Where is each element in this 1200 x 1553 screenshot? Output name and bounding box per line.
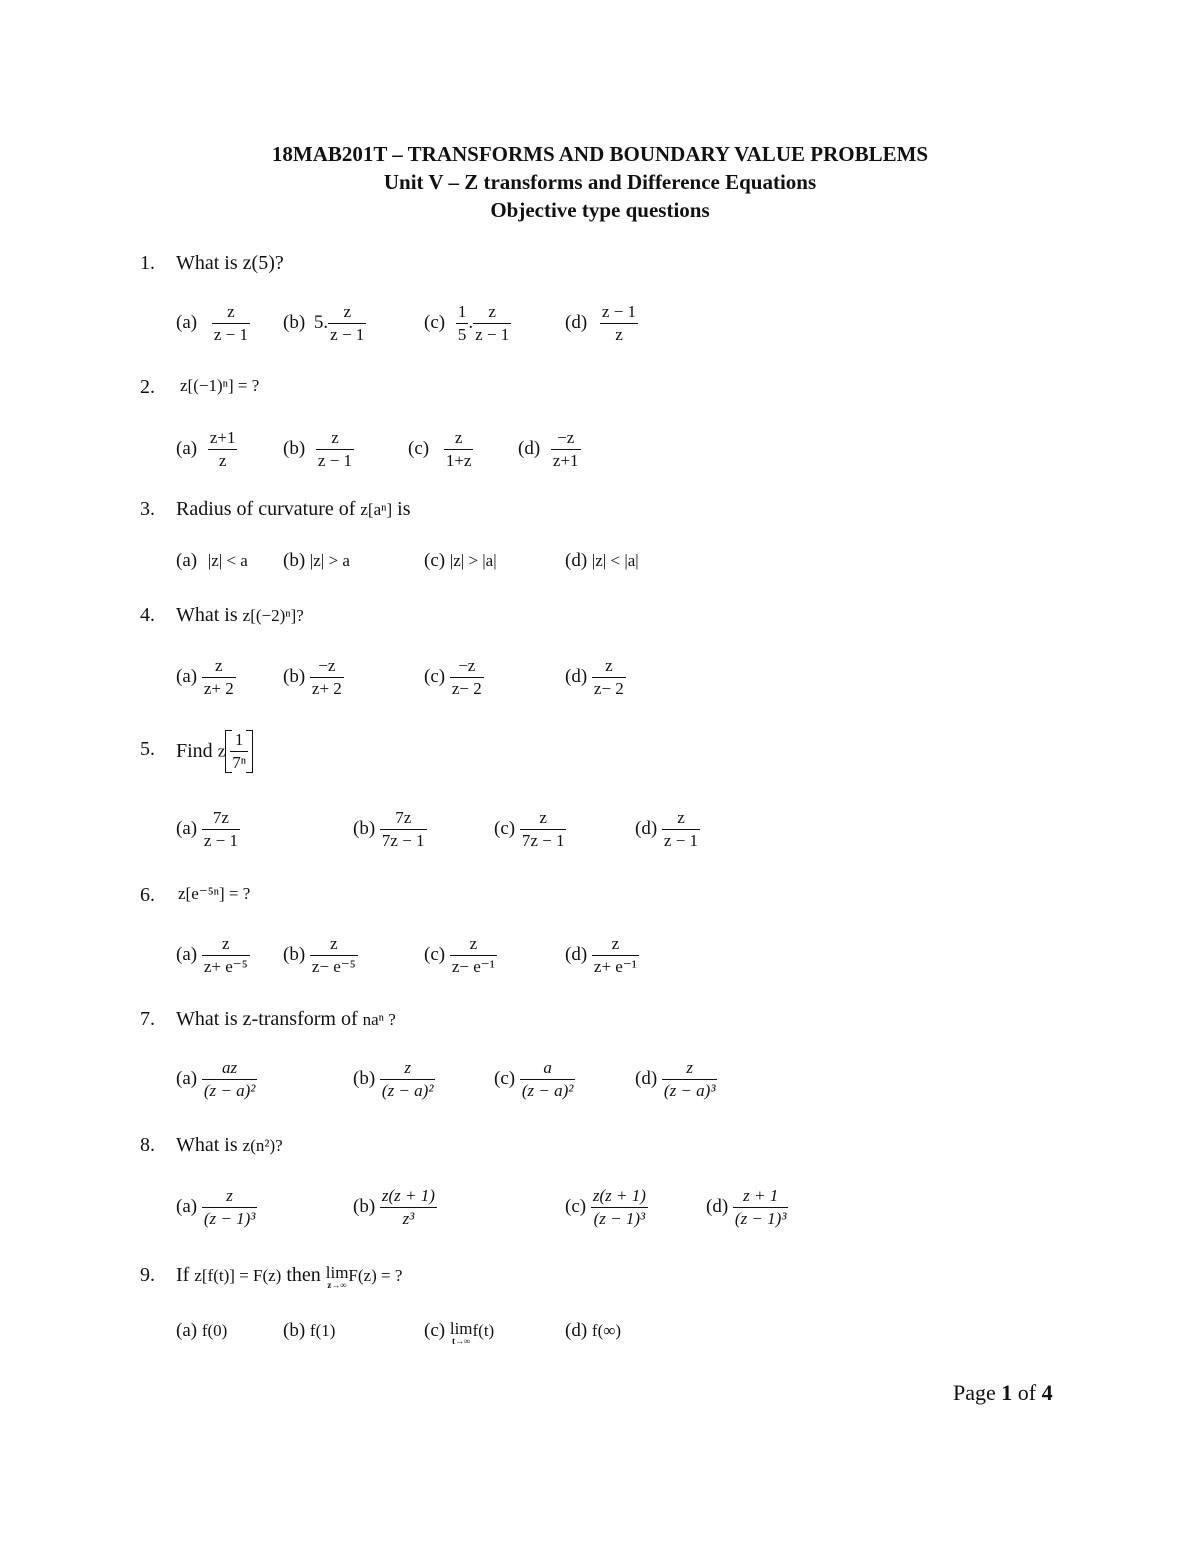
fraction: $\frac{z}{\text{(z − 1)³}}$ (203, 1186, 256, 1228)
q6-option-d: (d) $\frac{z}{\text{z+ e⁻¹}}$ (565, 934, 637, 976)
question-text: If z[f(t)] = F(z) then lim z→∞ F(z) = ? (176, 1263, 403, 1290)
fraction: $\frac{a}{\text{(z − a)²}}$ (521, 1058, 574, 1100)
q6-option-a: (a) $\frac{z}{\text{z+ e⁻⁵}}$ (176, 934, 248, 976)
fraction: $\frac{z}{\text{z− e⁻¹}}$ (451, 934, 495, 976)
fraction: $\frac{1}{\text{7ⁿ}}$ (232, 730, 247, 772)
fraction: $\frac{-z}{z- 2}$ (451, 656, 482, 698)
fraction: $\frac{z}{\text{z+ e⁻¹}}$ (593, 934, 637, 976)
q5-option-d: (d) $\frac{z}{z - 1}$ (635, 808, 699, 850)
q2-option-b: (b) $\frac{z}{z - 1}$ (283, 428, 353, 470)
fraction: $\frac{z}{\text{(z − a)²}}$ (381, 1058, 434, 1100)
q4-option-a: (a) $\frac{z}{z+ 2}$ (176, 656, 234, 698)
limit-operator: lim t→∞ (449, 1319, 473, 1346)
q4-option-b: (b) $\frac{-z}{z+ 2}$ (283, 656, 342, 698)
fraction: $\frac{z}{\text{z+ e⁻⁵}}$ (203, 934, 248, 976)
question-number: 1. (140, 252, 155, 274)
q6-option-b: (b) $\frac{z}{\text{z− e⁻⁵}}$ (283, 934, 356, 976)
q9-option-a: (a) f(0) (176, 1320, 228, 1341)
fraction: $\frac{1}{5}$ (457, 302, 467, 344)
q9-option-d: (d) f(∞) (565, 1320, 622, 1341)
page-number: Page 1 of 4 (953, 1380, 1053, 1405)
q5-option-c: (c) $\frac{z}{7z - 1}$ (494, 808, 565, 850)
q1-option-a: (a) $\frac{z}{z - 1}$ (176, 302, 248, 344)
q3-option-c: (c) |z| > |a| (424, 550, 497, 571)
q1-option-c: (c) $\frac{1}{5}$ . $\frac{z}{z - 1}$ (424, 302, 510, 344)
q2-option-c: (c) $\frac{z}{1+z}$ (408, 428, 472, 470)
q3-option-a: (a) |z| < a (176, 550, 248, 571)
q7-option-c: (c) $\frac{a}{\text{(z − a)²}}$ (494, 1058, 574, 1100)
question-text: Find z $\frac{1}{\text{7ⁿ}}$ (176, 730, 253, 773)
question-text: z[e⁻⁵ⁿ] = ? (178, 884, 251, 903)
fraction: $\frac{-z}{z+ 2}$ (311, 656, 342, 698)
fraction: $\frac{z}{\text{(z − a)³}}$ (663, 1058, 716, 1100)
fraction: $\frac{z}{1+z}$ (445, 428, 472, 470)
q4-option-d: (d) $\frac{z}{z- 2}$ (565, 656, 624, 698)
fraction: $\frac{7z}{z - 1}$ (203, 808, 238, 850)
section-title: Objective type questions (490, 198, 710, 222)
question-text: What is z-transform of naⁿ ? (176, 1008, 396, 1030)
fraction: $\frac{z}{z - 1}$ (663, 808, 699, 850)
fraction: $\frac{z}{z - 1}$ (317, 428, 353, 470)
fraction: $\frac{z}{z - 1}$ (475, 302, 510, 344)
limit-operator: lim z→∞ (325, 1263, 349, 1290)
fraction: $\frac{z+1}{z}$ (209, 428, 236, 470)
q1-option-d: (d) $\frac{z - 1}{z}$ (565, 302, 637, 344)
fraction: $\frac{z}{7z - 1}$ (521, 808, 565, 850)
unit-title: Unit V – Z transforms and Difference Equations (383, 170, 817, 194)
q5-option-b: (b) $\frac{7z}{7z - 1}$ (353, 808, 425, 850)
q2-option-d: (d) $\frac{-z}{z+1}$ (518, 428, 579, 470)
q3-option-b: (b) |z| > a (283, 550, 350, 571)
fraction: $\frac{az}{\text{(z − a)²}}$ (203, 1058, 256, 1100)
q8-option-a: (a) $\frac{z}{\text{(z − 1)³}}$ (176, 1186, 256, 1228)
fraction: $\frac{z}{z - 1}$ (213, 302, 248, 344)
fraction: $\frac{z - 1}{z}$ (601, 302, 637, 344)
bracket-expression (225, 730, 253, 773)
question-text: What is z(n²)? (176, 1134, 283, 1156)
q1-option-b: (b) 5. $\frac{z}{z - 1}$ (283, 302, 365, 344)
q8-option-c: (c) $\frac{z(z + 1)}{\text{(z − 1)³}}$ (565, 1186, 646, 1228)
fraction: $\frac{z(z + 1)}{\text{z³}}$ (381, 1186, 435, 1228)
q9-option-c: (c) lim t→∞ f(t) (424, 1319, 495, 1346)
q7-option-a: (a) $\frac{az}{\text{(z − a)²}}$ (176, 1058, 256, 1100)
question-text: Radius of curvature of z[aⁿ] is (176, 498, 411, 520)
question-text: z[(−1)ⁿ] = ? (180, 376, 260, 395)
q6-option-c: (c) $\frac{z}{\text{z− e⁻¹}}$ (424, 934, 495, 976)
q7-option-b: (b) $\frac{z}{\text{(z − a)²}}$ (353, 1058, 434, 1100)
q9-option-b: (b) f(1) (283, 1320, 336, 1341)
fraction: $\frac{7z}{7z - 1}$ (381, 808, 425, 850)
fraction: $\frac{z(z + 1)}{\text{(z − 1)³}}$ (592, 1186, 646, 1228)
document-title: 18MAB201T – TRANSFORMS AND BOUNDARY VALUE PROBLEMS (271, 142, 929, 166)
fraction: $\frac{z + 1}{\text{(z − 1)³}}$ (734, 1186, 787, 1228)
question-text: What is z(5)? (176, 252, 284, 274)
question-text: What is z[(−2)ⁿ]? (176, 604, 304, 626)
fraction: $\frac{z}{z - 1}$ (330, 302, 365, 344)
q7-option-d: (d) $\frac{z}{\text{(z − a)³}}$ (635, 1058, 716, 1100)
q2-option-a: (a) $\frac{z+1}{z}$ (176, 428, 236, 470)
q4-option-c: (c) $\frac{-z}{z- 2}$ (424, 656, 482, 698)
fraction: $\frac{z}{z- 2}$ (593, 656, 624, 698)
q8-option-b: (b) $\frac{z(z + 1)}{\text{z³}}$ (353, 1186, 435, 1228)
fraction: $\frac{z}{\text{z− e⁻⁵}}$ (311, 934, 356, 976)
fraction: $\frac{-z}{z+1}$ (552, 428, 579, 470)
fraction: $\frac{z}{z+ 2}$ (203, 656, 234, 698)
q5-option-a: (a) $\frac{7z}{z - 1}$ (176, 808, 238, 850)
q8-option-d: (d) $\frac{z + 1}{\text{(z − 1)³}}$ (706, 1186, 787, 1228)
q3-option-d: (d) |z| < |a| (565, 550, 639, 571)
